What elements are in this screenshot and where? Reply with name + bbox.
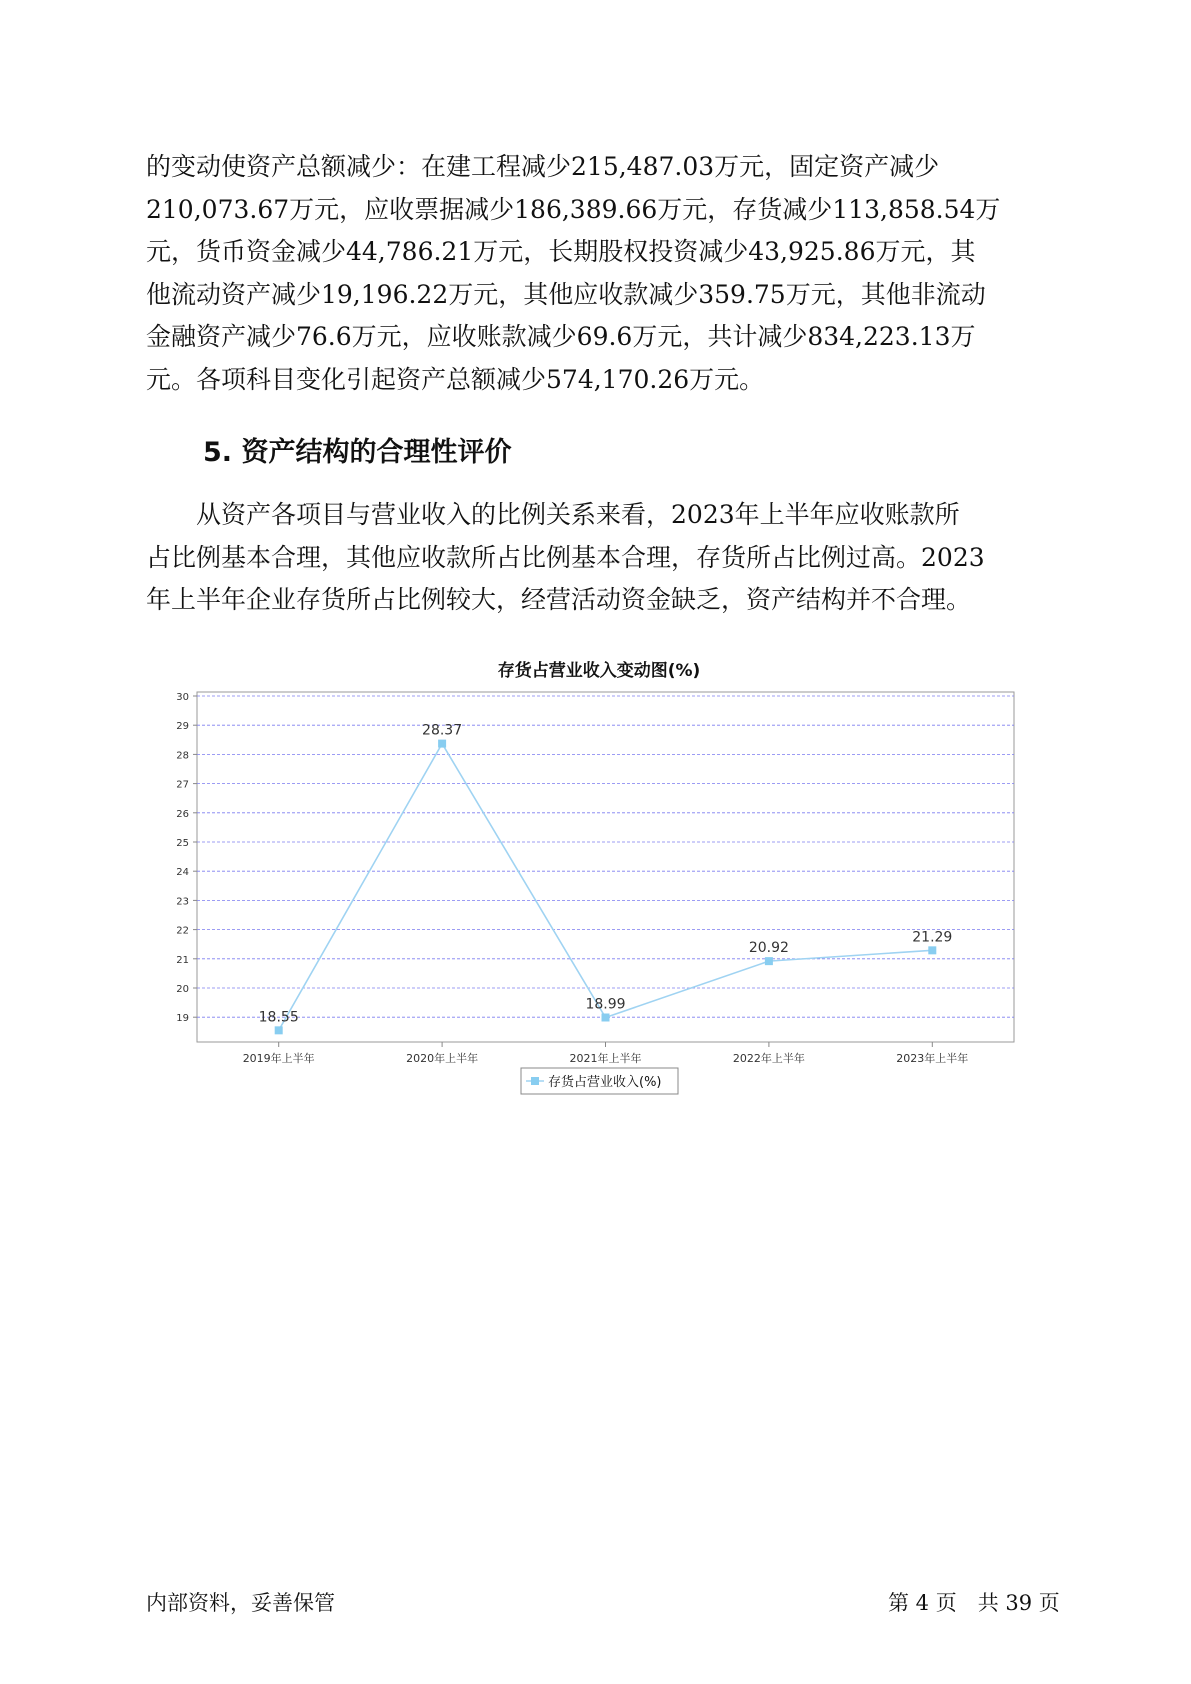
data-point [928,946,936,954]
y-tick-label: 25 [176,838,189,849]
data-label: 28.37 [422,722,463,739]
y-tick-label: 23 [176,896,189,908]
text-line: 元。各项科目变化引起资产总额减少574,170.26万元。 [146,364,765,394]
y-tick-label: 22 [176,925,189,937]
data-point [275,1026,283,1034]
y-tick-label: 30 [176,692,189,703]
text-line: 从资产各项目与营业收入的比例关系来看，2023年上半年应收账款所 [196,500,960,529]
paragraph-asset-decrease [146,146,1046,401]
y-tick-label: 27 [176,779,189,791]
y-tick-label: 28 [176,750,189,762]
x-tick-label: 2023年上半年 [896,1052,969,1065]
y-tick-label: 20 [176,984,189,995]
data-label: 18.55 [258,1009,299,1026]
data-point [438,740,446,748]
y-tick-label: 21 [176,954,189,966]
legend-label: 存货占营业收入(%) [548,1075,662,1090]
inventory-ratio-chart [150,650,1030,1105]
section-heading: 5. 资产结构的合理性评价 [203,437,512,468]
y-axis-ticks [176,692,197,1024]
x-tick-label: 2021年上半年 [569,1052,642,1065]
data-label: 18.99 [585,996,626,1013]
x-axis-ticks [243,1042,969,1065]
x-tick-label: 2019年上半年 [242,1052,315,1065]
y-tick-label: 26 [176,808,189,820]
chart-title: 存货占营业收入变动图(%) [497,661,701,681]
text-line: 金融资产减少76.6万元，应收账款减少69.6万元，共计减少834,223.13万 [146,322,976,351]
chart-plot-area [197,692,1014,1042]
text-line: 占比例基本合理，其他应收款所占比例基本合理，存货所占比例过高。2023 [146,542,985,572]
legend-marker [531,1077,539,1085]
data-label: 20.92 [748,940,789,957]
data-point [602,1013,610,1021]
text-line: 元，货币资金减少44,786.21万元，长期股权投资减少43,925.86万元，其 [146,237,976,266]
text-line: 的变动使资产总额减少：在建工程减少215,487.03万元，固定资产减少 [146,152,940,181]
y-tick-label: 24 [176,867,189,879]
x-tick-label: 2020年上半年 [406,1052,479,1065]
text-line: 210,073.67万元，应收票据减少186,389.66万元，存货减少113,858.54万 [146,194,1001,224]
paragraph-structure-evaluation [146,494,1046,622]
y-tick-label: 29 [176,721,189,733]
y-tick-label: 19 [176,1013,189,1025]
footer-left: 内部资料，妥善保管 [146,1591,335,1615]
text-line: 他流动资产减少19,196.22万元，其他应收款减少359.75万元，其他非流动 [146,279,986,309]
data-label: 21.29 [912,929,953,946]
footer-page-number: 第 4 页 共 39 页 [888,1591,1060,1615]
data-point [765,957,773,965]
chart-legend [521,1068,678,1094]
text-line: 年上半年企业存货所占比例较大，经营活动资金缺乏，资产结构并不合理。 [146,585,972,614]
x-tick-label: 2022年上半年 [732,1052,805,1065]
